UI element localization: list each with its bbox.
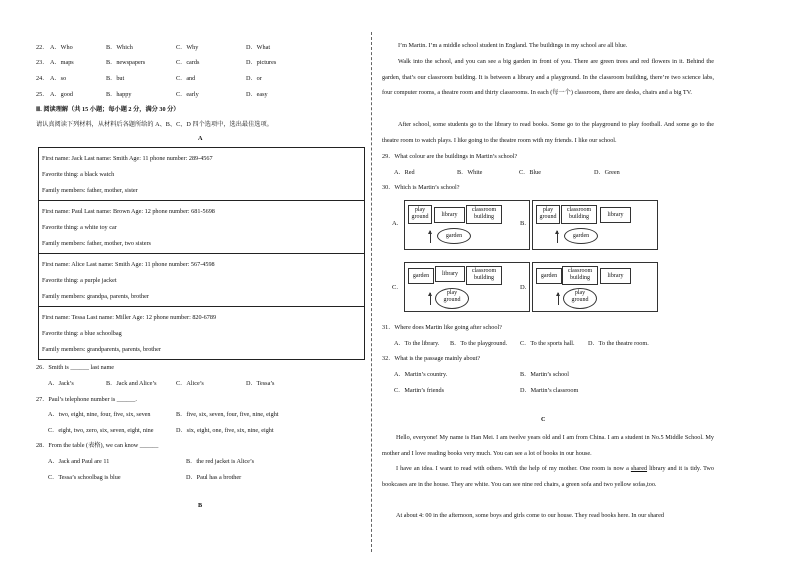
section-title: Ⅲ. 阅读理解（共 15 小题；每小题 2 分，满分 30 分） (36, 106, 180, 113)
info-table (38, 147, 365, 360)
option-d-label: D. (520, 284, 527, 291)
option-b-label: B. (520, 220, 526, 227)
diagram-box: garden (408, 268, 434, 284)
table-row: First name: Alice Last name: Smith Age: 11 phone number: 567-4598 Favorite thing: a purple jacket Family members: grandpa, parents, brother (39, 254, 364, 307)
school-diagram-a (404, 200, 530, 250)
diagram-oval: garden (437, 228, 471, 244)
part-c-label: C (541, 416, 546, 423)
table-row: First name: Jack Last name: Smith Age: 11 phone number: 289-4567 Favorite thing: a black watch Family members: father, mother, sister (39, 148, 364, 201)
section-instructions: 请认真阅读下列材料，从材料后各题所给的 A、B、C、D 四个选项中，选出最佳选项。 (36, 121, 273, 128)
school-diagram-b (532, 200, 658, 250)
option-a-label: A. (392, 220, 399, 227)
diagram-oval: play ground (435, 288, 469, 309)
diagram-oval: garden (564, 228, 598, 244)
question-30-stem: 30．Which is Martin’s school? (382, 184, 460, 191)
diagram-box: library (600, 207, 631, 223)
entrance-arrow-icon (430, 293, 431, 305)
diagram-oval: play ground (563, 288, 597, 309)
table-row: First name: Tessa Last name: Miller Age: 12 phone number: 820-6789 Favorite thing: a blue schoolbag Family members: grandparents, parents, brother (42, 314, 217, 353)
passage-c-paragraph: Hello, everyone! My name is Han Mei. I am twelve years old and I am from China. I am a student in No.5 Middle School. My mother and I love reading books very much. You can see a lot of books in our house. (382, 434, 714, 457)
diagram-box: classroom building (561, 205, 597, 224)
diagram-box: library (435, 266, 465, 282)
diagram-box: play ground (408, 205, 432, 224)
school-diagram-c (404, 262, 530, 312)
diagram-box: play ground (536, 205, 560, 224)
passage-b-paragraph: I’m Martin. I’m a middle school student in England. The buildings in my school are all blue. (398, 42, 628, 49)
passage-c-paragraph: At about 4: 00 in the afternoon, some boys and girls come to our house. They read books here. In our shared (396, 512, 664, 519)
diagram-box: classroom building (466, 205, 502, 224)
passage-b-paragraph: Walk into the school, and you can see a big garden in front of you. There are green trees and red flowers in it. Behind the garden, that’s our classroom building. It is between a library and a playground. In the classroom building, there’re two science labs, four computer rooms, a theatre room and thirty classrooms. In each (每一个) classroom, there are desks, chairs and a big TV. (382, 58, 714, 96)
diagram-box: library (600, 268, 631, 284)
diagram-box: library (434, 207, 465, 223)
option-c-label: C. (392, 284, 398, 291)
part-a-label: A (198, 135, 203, 142)
entrance-arrow-icon (558, 293, 559, 305)
entrance-arrow-icon (430, 231, 431, 243)
part-b-label: B (198, 502, 203, 509)
table-row: First name: Paul Last name: Brown Age: 12 phone number: 681-5698 Favorite thing: a white toy car Family members: father, mother, two sisters (39, 201, 364, 254)
diagram-box: garden (536, 268, 562, 284)
passage-c-paragraph: I have an idea. I want to read with others. With the help of my mother. One room is now a shared library and it is tidy. Two bookcases are in the house. They are white. You can see nine red chairs, a green sofa and two yellow sofas,too. (382, 465, 714, 488)
diagram-box: classroom building (466, 266, 502, 285)
column-divider (371, 32, 372, 552)
school-diagram-d (532, 262, 658, 312)
diagram-box: classroom building (562, 266, 598, 285)
entrance-arrow-icon (557, 231, 558, 243)
passage-b-paragraph: After school, some students go to the library to read books. Some go to the playground to play football. And some go to the theatre room to watch plays. I like going to the theatre room with my friends. I like our school. (382, 121, 714, 144)
